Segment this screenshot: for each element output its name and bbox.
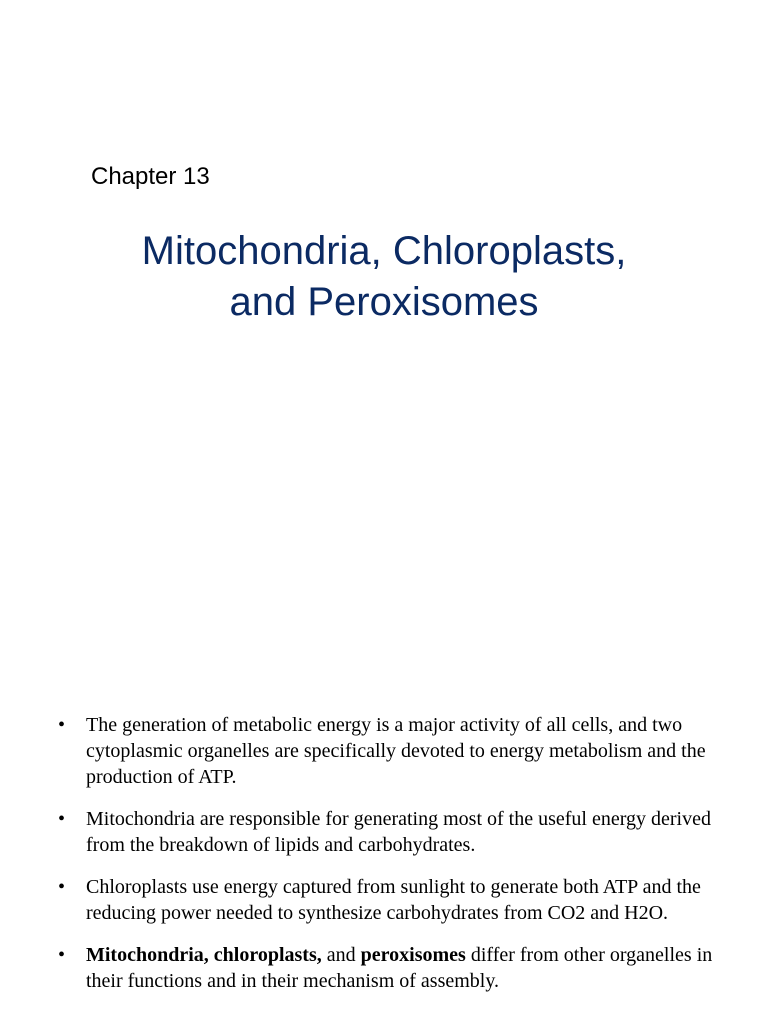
bullet-text-rest: differ from other organelles in their functions and in their mechanism of assembly. — [86, 944, 713, 992]
bullet-marker: • — [58, 808, 66, 830]
bullet-text-conjunction: and — [321, 944, 361, 966]
bullet-text — [86, 944, 712, 992]
bullet-text: Chloroplasts use energy captured from sunlight to generate both ATP and the reducing power needed to synthesize carbohydrates from CO2 and H2O. — [86, 876, 701, 924]
bullet-item — [58, 712, 718, 790]
chapter-label: Chapter 13 — [91, 163, 210, 190]
title-line-2: and Peroxisomes — [229, 280, 539, 324]
bold-term-organelles: Mitochondria, chloroplasts, — [86, 944, 322, 966]
bold-term-peroxisomes: peroxisomes — [360, 944, 466, 966]
title-line-1: Mitochondria, Chloroplasts, — [141, 229, 627, 273]
bullet-marker: • — [58, 944, 66, 966]
bullet-item — [58, 874, 718, 926]
bullet-text: Mitochondria are responsible for generating most of the useful energy derived from the breakdown of lipids and carbohydrates. — [86, 808, 711, 856]
bullet-list — [58, 712, 718, 1010]
slide-title — [0, 226, 768, 328]
bullet-item — [58, 942, 718, 994]
bullet-text: The generation of metabolic energy is a major activity of all cells, and two cytoplasmic organelles are specifically devoted to energy metabolism and the production of ATP. — [86, 714, 706, 788]
bullet-marker: • — [58, 714, 66, 736]
bullet-marker: • — [58, 876, 66, 898]
bullet-item — [58, 806, 718, 858]
